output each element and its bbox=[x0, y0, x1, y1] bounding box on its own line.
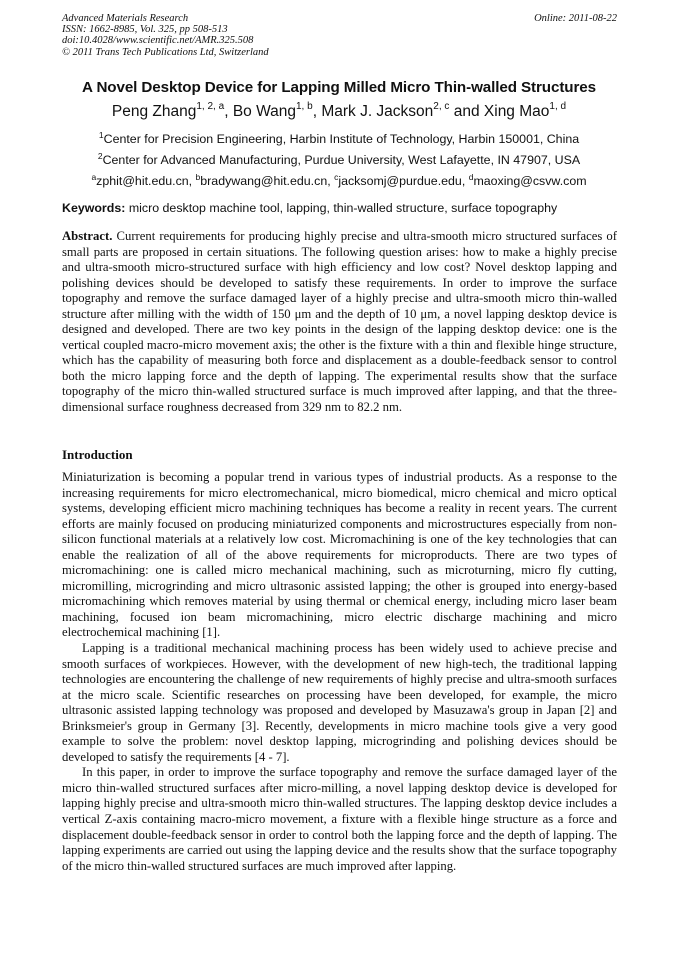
keywords-label: Keywords: bbox=[62, 201, 126, 215]
email-text: bradywang@hit.edu.cn, bbox=[200, 174, 335, 188]
email-superscript: c bbox=[334, 172, 339, 182]
author-separator: , bbox=[312, 103, 322, 120]
keywords-text: micro desktop machine tool, lapping, thin-walled structure, surface topography bbox=[128, 201, 558, 215]
abstract bbox=[62, 229, 617, 416]
journal-name: Advanced Materials Research bbox=[62, 13, 189, 24]
issn-line: ISSN: 1662-8985, Vol. 325, pp 508-513 bbox=[62, 24, 228, 36]
journal-header bbox=[62, 13, 617, 58]
author-list bbox=[40, 101, 638, 123]
paragraph: Lapping is a traditional mechanical machining process has been widely used to achieve precise and smooth surfaces of workpieces. However, with the development of new high-tech, the traditional lapping technologies are encountering the challenge of new requirements of highly precise and ultra-smooth surfaces at the micro scale. Scientific researches on processing have been developed, for example, the micro ultrasonic assisted lapping technology was proposed and developed by Masuzawa's group in Japan [2] and Brinksmeier's group in Germany [3]. Recently, developments in micro machine tools give a very good example to solve the problem: novel desktop lapping, microgrinding and polishing devices should be developed to satisfy the requirements [4 - 7]. bbox=[62, 641, 617, 764]
email-list bbox=[40, 173, 638, 189]
author-name: Mark J. Jackson bbox=[321, 103, 434, 120]
paragraph: Miniaturization is becoming a popular trend in various types of industrial products. As a response to the increasing requirements for micro electromechanical, micro biomedical, micro chemical and micro optical systems, developing efficient micro machining techniques has become a reality in recent years. The current efforts are mainly focused on producing miniaturized components and microstructures especially from non-silicon functional materials at a relatively low cost. Micromachining is one of the key technologies that can enable the realization of all of the above requirements for microproducts. There are two types of micromachining: one is called micro mechanical machining, such as microturning, micro fly cutting, micromilling, microgrinding and micro ultrasonic assisted lapping; the other is grouped into energy-based micromachining which removes material by using thermal or chemical energy, including micro laser beam machining, focused ion beam micromachining, micro electric discharge machining and micro electrochemical machining [1]. bbox=[62, 470, 617, 640]
paper-title: A Novel Desktop Device for Lapping Milled Micro Thin-walled Structures bbox=[82, 79, 596, 96]
abstract-label: Abstract. bbox=[62, 229, 113, 243]
author-superscript: 1, 2, a bbox=[196, 101, 225, 112]
affiliation-text: Center for Precision Engineering, Harbin Institute of Technology, Harbin 150001, China bbox=[103, 132, 580, 146]
author-superscript: 1, d bbox=[549, 101, 567, 112]
author-separator: , bbox=[224, 103, 233, 120]
paragraph: In this paper, in order to improve the surface topography and remove the surface damaged layer of the micro thin-walled structured surfaces after micro-milling, a novel lapping desktop device is developed for lapping highly precise and ultra-smooth micro thin-walled structures. The lapping desktop device includes a vertical Z-axis containing macro-micro movement, a fixture with a flexible hinge structure as a force and displacement double-feedback sensor in order to control both the lapping force and the depth of lapping. The lapping experiments are carried out using the lapping device and the results show that the surface topography of the micro thin-walled structured surfaces are much improved after lapping. bbox=[62, 765, 617, 873]
affiliation-1 bbox=[40, 131, 638, 147]
online-date: Online: 2011-08-22 bbox=[534, 13, 617, 24]
abstract-text: Current requirements for producing highly precise and ultra-smooth micro structured surfaces of small parts are proposed in certain situations. The following question arises: how to make a highly precise and ultra-smooth micro-structured surface with high efficiency and low cost? Novel desktop lapping and polishing devices should be developed to satisfy these requirements. In order to improve the surface topography and remove the surface damaged layer of a highly precise and ultra-smooth micro thin-walled structure after milling with the width of 150 μm and the depth of 10 μm, a novel lapping desktop device is designed and developed. There are two key points in the design of the lapping desktop device: one is the vertical coupled macro-micro movement axis; the other is the fixture with a thin and flexible hinge structure, which has the capability of measuring both force and displacement as a double-feedback sensor to control both the micro lapping force and the depth of lapping. The experimental results show that the surface topography of the micro thin-walled structured surface is much improved after lapping, and that the three-dimensional surface roughness decreased from 329 nm to 82.2 nm. bbox=[62, 229, 617, 415]
affiliation-2 bbox=[40, 152, 638, 168]
keywords bbox=[62, 200, 622, 216]
email-superscript: b bbox=[195, 172, 201, 182]
section-heading: Introduction bbox=[62, 447, 133, 462]
email-text: maoxing@csvw.com bbox=[473, 174, 587, 188]
author-name: Xing Mao bbox=[483, 103, 550, 120]
email-superscript: a bbox=[91, 172, 97, 182]
affiliation-superscript: 1 bbox=[98, 130, 104, 140]
author-separator: and bbox=[449, 103, 484, 120]
author-name: Peng Zhang bbox=[111, 103, 197, 120]
author-superscript: 2, c bbox=[433, 101, 450, 112]
doi-line: doi:10.4028/www.scientific.net/AMR.325.508 bbox=[62, 35, 254, 47]
email-superscript: d bbox=[468, 172, 474, 182]
email-text: zphit@hit.edu.cn, bbox=[96, 174, 196, 188]
affiliation-text: Center for Advanced Manufacturing, Purdue University, West Lafayette, IN 47907, USA bbox=[102, 153, 581, 167]
introduction-body bbox=[62, 470, 617, 874]
affiliation-superscript: 2 bbox=[97, 151, 103, 161]
author-superscript: 1, b bbox=[296, 101, 313, 112]
email-text: jacksomj@purdue.edu, bbox=[338, 174, 469, 188]
copyright-line: © 2011 Trans Tech Publications Ltd, Switzerland bbox=[62, 46, 269, 58]
author-name: Bo Wang bbox=[232, 103, 296, 120]
